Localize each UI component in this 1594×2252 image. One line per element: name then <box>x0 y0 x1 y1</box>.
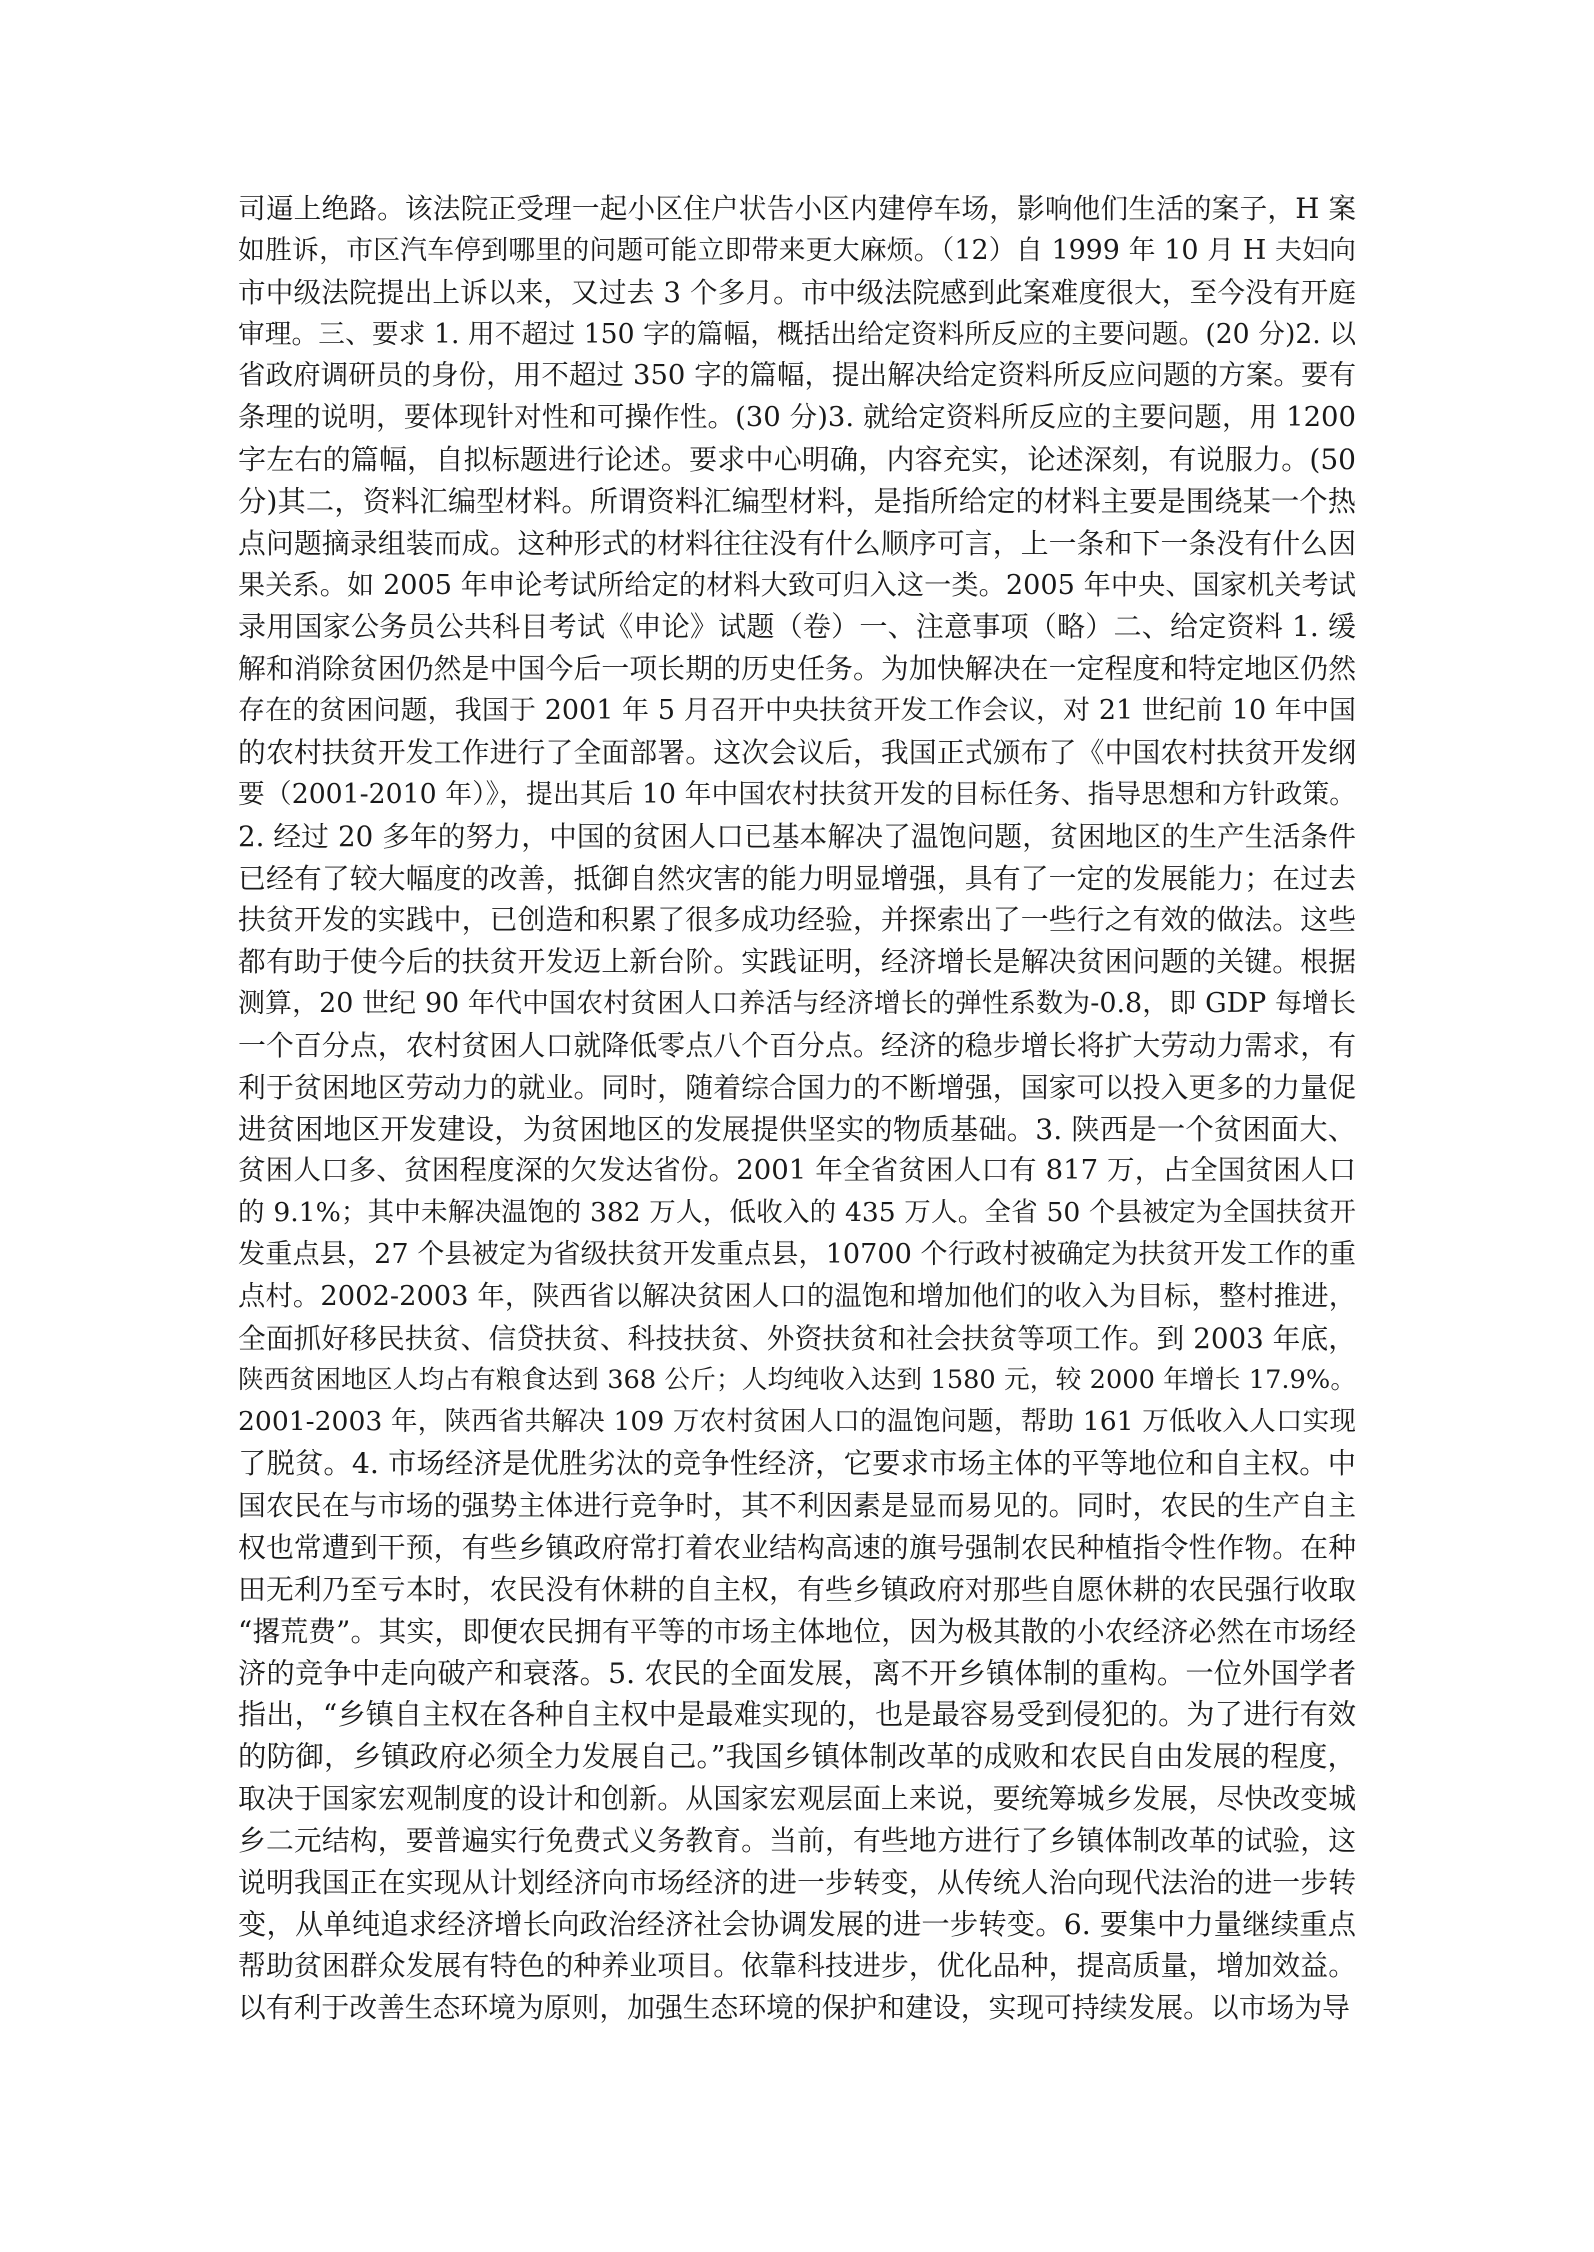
text-line: 字左右的篇幅，自拟标题进行论述。要求中心明确，内容充实，论述深刻，有说服力。(50 <box>238 443 1356 477</box>
text-line: 2. 经过 20 多年的努力，中国的贫困人口已基本解决了温饱问题，贫困地区的生产生活条件 <box>238 819 1356 853</box>
text-line: 点问题摘录组装而成。这种形式的材料往往没有什么顺序可言，上一条和下一条没有什么因 <box>238 526 1356 560</box>
text-line: 的 9.1%；其中未解决温饱的 382 万人，低收入的 435 万人。全省 50 个县被定为全国扶贫开 <box>238 1197 1356 1229</box>
text-line: 了脱贫。4. 市场经济是优胜劣汰的竞争性经济，它要求市场主体的平等地位和自主权。中 <box>238 1447 1356 1481</box>
text-line: 要（2001-2010 年）》，提出其后 10 年中国农村扶贫开发的目标任务、指导思想和方针政策。 <box>238 778 1356 810</box>
text-line: 帮助贫困群众发展有特色的种养业项目。依靠科技进步，优化品种，提高质量，增加效益。 <box>238 1949 1356 1983</box>
text-line: 田无利乃至亏本时，农民没有休耕的自主权，有些乡镇政府对那些自愿休耕的农民强行收取 <box>238 1572 1356 1606</box>
text-line: 已经有了较大幅度的改善，抵御自然灾害的能力明显增强，具有了一定的发展能力；在过去 <box>238 861 1356 895</box>
text-line: 以有利于改善生态环境为原则，加强生态环境的保护和建设，实现可持续发展。以市场为导 <box>238 1991 1350 2025</box>
text-line: 一个百分点，农村贫困人口就降低零点八个百分点。经济的稳步增长将扩大劳动力需求，有 <box>238 1028 1356 1062</box>
text-line: 的防御，乡镇政府必须全力发展自己。”我国乡镇体制改革的成败和农民自由发展的程度， <box>238 1740 1356 1774</box>
text-line: 济的竞争中走向破产和衰落。5. 农民的全面发展，离不开乡镇体制的重构。一位外国学者 <box>238 1656 1356 1690</box>
text-line: “撂荒费”。其实，即便农民拥有平等的市场主体地位，因为极其散的小农经济必然在市场经 <box>238 1614 1356 1648</box>
text-line: 乡二元结构，要普遍实行免费式义务教育。当前，有些地方进行了乡镇体制改革的试验，这 <box>238 1823 1356 1857</box>
text-line: 录用国家公务员公共科目考试《申论》试题（卷）一、注意事项（略）二、给定资料 1. 缓 <box>238 610 1356 644</box>
text-line: 都有助于使今后的扶贫开发迈上新台阶。实践证明，经济增长是解决贫困问题的关键。根据 <box>238 945 1356 979</box>
text-line: 省政府调研员的身份，用不超过 350 字的篇幅，提出解决给定资料所反应问题的方案。要有 <box>238 360 1356 392</box>
text-line: 指出，“乡镇自主权在各种自主权中是最难实现的，也是最容易受到侵犯的。为了进行有效 <box>238 1698 1356 1732</box>
text-line: 发重点县，27 个县被定为省级扶贫开发重点县，10700 个行政村被确定为扶贫开发工作的重 <box>238 1239 1356 1271</box>
text-line: 全面抓好移民扶贫、信贷扶贫、科技扶贫、外资扶贫和社会扶贫等项工作。到 2003 年底， <box>238 1321 1356 1355</box>
text-line: 解和消除贫困仍然是中国今后一项长期的历史任务。为加快解决在一定程度和特定地区仍然 <box>238 652 1356 686</box>
text-line: 测算，20 世纪 90 年代中国农村贫困人口养活与经济增长的弹性系数为-0.8，即 GDP 每增长 <box>238 988 1356 1020</box>
text-line: 国农民在与市场的强势主体进行竞争时，其不利因素是显而易见的。同时，农民的生产自主 <box>238 1489 1356 1523</box>
body-text <box>238 188 1356 2029</box>
text-line: 市中级法院提出上诉以来，又过去 3 个多月。市中级法院感到此案难度很大，至今没有开庭 <box>238 275 1356 309</box>
text-line: 2001-2003 年，陕西省共解决 109 万农村贫困人口的温饱问题，帮助 161 万低收入人口实现 <box>238 1406 1356 1438</box>
text-line: 说明我国正在实现从计划经济向市场经济的进一步转变，从传统人治向现代法治的进一步转 <box>238 1865 1356 1899</box>
text-line: 如胜诉，市区汽车停到哪里的问题可能立即带来更大麻烦。（12）自 1999 年 10 月 H 夫妇向 <box>238 234 1356 266</box>
text-line: 分)其二，资料汇编型材料。所谓资料汇编型材料，是指所给定的材料主要是围绕某一个热 <box>238 484 1356 518</box>
text-line: 存在的贫困问题，我国于 2001 年 5 月召开中央扶贫开发工作会议，对 21 世纪前 10 年中国 <box>238 695 1356 727</box>
text-line: 利于贫困地区劳动力的就业。同时，随着综合国力的不断增强，国家可以投入更多的力量促 <box>238 1070 1356 1104</box>
text-line: 果关系。如 2005 年申论考试所给定的材料大致可归入这一类。2005 年中央、国家机关考试 <box>238 569 1356 601</box>
text-line: 取决于国家宏观制度的设计和创新。从国家宏观层面上来说，要统筹城乡发展，尽快改变城 <box>238 1782 1356 1816</box>
text-line: 变，从单纯追求经济增长向政治经济社会协调发展的进一步转变。6. 要集中力量继续重点 <box>238 1907 1356 1941</box>
text-line: 陕西贫困地区人均占有粮食达到 368 公斤；人均纯收入达到 1580 元，较 2000 年增长 17.9%。 <box>238 1364 1356 1395</box>
text-line: 审理。三、要求 1. 用不超过 150 字的篇幅，概括出给定资料所反应的主要问题。(20 分)2. 以 <box>238 318 1356 350</box>
text-line: 条理的说明，要体现针对性和可操作性。(30 分)3. 就给定资料所反应的主要问题，用 1200 <box>238 402 1356 434</box>
text-line: 权也常遭到干预，有些乡镇政府常打着农业结构高速的旗号强制农民种植指令性作物。在种 <box>238 1531 1356 1564</box>
text-line: 点村。2002-2003 年，陕西省以解决贫困人口的温饱和增加他们的收入为目标，整村推进， <box>238 1280 1356 1312</box>
text-line: 的农村扶贫开发工作进行了全面部署。这次会议后，我国正式颁布了《中国农村扶贫开发纲 <box>238 735 1356 769</box>
text-line: 贫困人口多、贫困程度深的欠发达省份。2001 年全省贫困人口有 817 万，占全国贫困人口 <box>238 1154 1356 1187</box>
text-line: 司逼上绝路。该法院正受理一起小区住户状告小区内建停车场，影响他们生活的案子，H 案 <box>238 192 1356 225</box>
text-line: 进贫困地区开发建设，为贫困地区的发展提供坚实的物质基础。3. 陕西是一个贫困面大、 <box>238 1112 1356 1146</box>
text-line: 扶贫开发的实践中，已创造和积累了很多成功经验，并探索出了一些行之有效的做法。这些 <box>238 903 1356 937</box>
